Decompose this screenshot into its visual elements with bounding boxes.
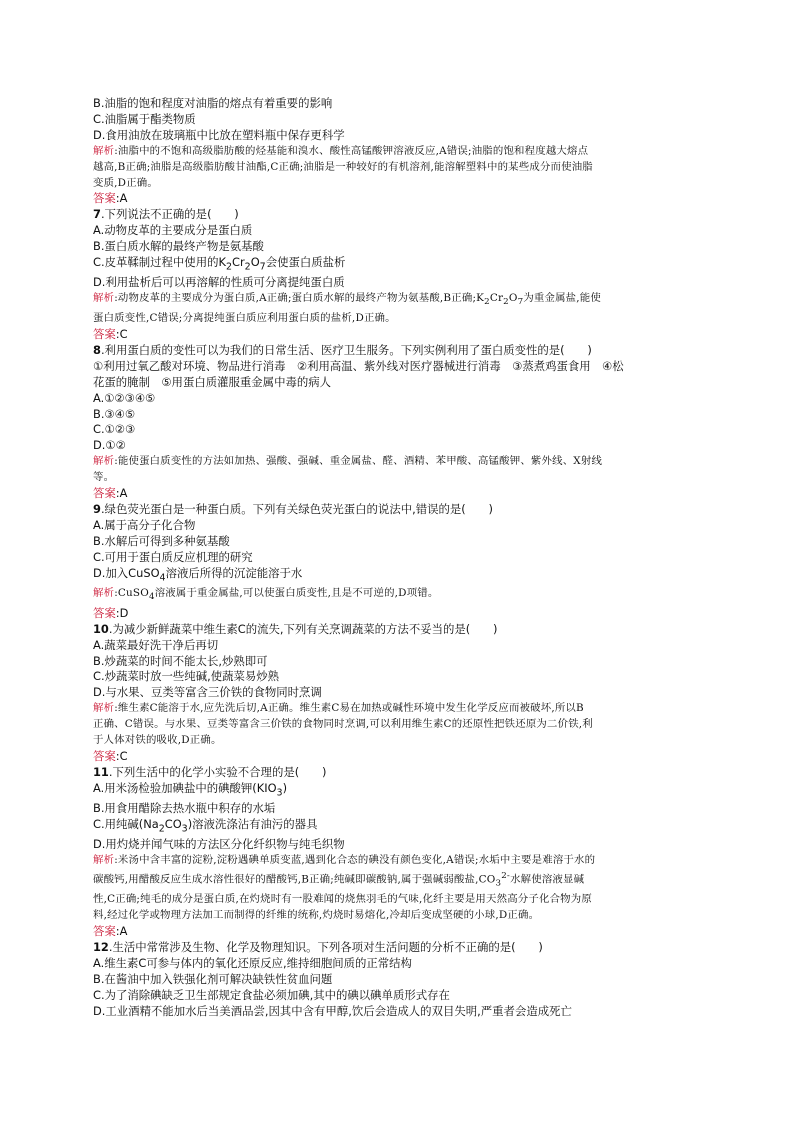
q10-option-b: B.炒蔬菜的时间不能太长,炒熟即可 [93, 653, 268, 668]
q11-analysis-line-2: 碳酸钙,用醋酸反应生成水溶性很好的醋酸钙,B正确;纯碱即碳酸钠,属于强碱弱酸盐$,CO_3^{2-}$水解使溶液显碱 [93, 870, 585, 889]
q11-stem: 11.下列生活中的化学小实验不合理的是( ) [93, 764, 327, 779]
answer-label: 答案 [93, 605, 116, 620]
q6-analysis-line-3: 变质,D正确。 [93, 176, 158, 189]
answer-label: 答案 [93, 191, 116, 206]
q10-stem: 10.为减少新鲜蔬菜中维生素C的流失,下列有关烹调蔬菜的方法不妥当的是( ) [93, 621, 498, 636]
q8-analysis-line-1: 解析:能使蛋白质变性的方法如加热、强酸、强碱、重金属盐、醛、酒精、苯甲酸、高锰酸钾、紫外线、X射线 [93, 455, 603, 468]
q10-option-c: C.炒蔬菜时放一些纯碱,使蔬菜易炒熟 [93, 669, 280, 684]
q11-option-a: A.用米汤检验加碘盐中的碘酸钾$(KIO_3)$ [93, 780, 288, 799]
question-number: 8 [93, 342, 101, 357]
question-number: 9 [93, 502, 101, 517]
analysis-label: 解析 [93, 144, 115, 157]
q9-analysis-line-1: 解析:CuSO$_4$溶液属于重金属盐,可以使蛋白质变性,且是不可逆的,D项错。 [93, 586, 439, 602]
q6-option-c: C.油脂属于酯类物质 [93, 111, 196, 126]
q12-option-d: D.工业酒精不能加水后当美酒品尝,因其中含有甲醇,饮后会造成人的双目失明,严重者会造成死亡 [93, 1003, 572, 1018]
q12-option-c: C.为了消除碘缺乏卫生部规定食盐必须加碘,其中的碘以碘单质形式存在 [93, 987, 450, 1002]
q7-option-c: C.皮革鞣制过程中使用的$K_2Cr_2O_7$会使蛋白质盐析 [93, 255, 346, 273]
q7-analysis-line-2: 蛋白质变性,C错误;分离提纯蛋白质应利用蛋白质的盐析,D正确。 [93, 312, 396, 325]
q9-option-d: D.加入CuSO$_4$溶液后所得的沉淀能溶于水 [93, 565, 303, 583]
q11-analysis-line-3: 性,C正确;纯毛的成分是蛋白质,在灼烧时有一股难闻的烧焦羽毛的气味,化纤主要是用天然高分子化合物为原 [93, 893, 592, 906]
q10-analysis-line-2: 正确、C错误。与水果、豆类等富含三价铁的食物同时烹调,可以利用维生素C的还原性把铁还原为二价铁,利 [93, 718, 593, 731]
q12-option-b: B.在酱油中加入铁强化剂可解决缺铁性贫血问题 [93, 971, 333, 986]
q8-items-line-1: ①利用过氧乙酸对环境、物品进行消毒 ②利用高温、紫外线对医疗器械进行消毒 ③蒸煮鸡蛋食用 ④松 [93, 358, 624, 373]
q8-option-a: A.①②③④⑤ [93, 390, 156, 405]
document-page [93, 96, 703, 1020]
q10-answer: 答案:C [93, 748, 128, 763]
q6-answer: 答案:A [93, 191, 128, 206]
q9-stem: 9.绿色荧光蛋白是一种蛋白质。下列有关绿色荧光蛋白的说法中,错误的是( ) [93, 502, 493, 517]
q7-answer: 答案:C [93, 327, 128, 342]
q12-stem: 12.生活中常常涉及生物、化学及物理知识。下列各项对生活问题的分析不正确的是( ) [93, 940, 543, 955]
q8-option-c: C.①②③ [93, 422, 136, 437]
q11-answer: 答案:A [93, 924, 128, 939]
question-number: 11 [93, 764, 109, 779]
q6-analysis-line-2: 越高,B正确;油脂是高级脂肪酸甘油酯,C正确;油脂是一种较好的有机溶剂,能溶解塑料中的某些成分而使油脂 [93, 160, 593, 173]
question-number: 7 [93, 207, 101, 222]
question-number: 10 [93, 621, 109, 636]
q8-option-b: B.③④⑤ [93, 406, 136, 421]
q11-option-b: B.用食用醋除去热水瓶中积存的水垢 [93, 800, 276, 815]
analysis-label: 解析 [93, 292, 115, 305]
question-number: 12 [93, 940, 109, 955]
q7-option-a: A.动物皮革的主要成分是蛋白质 [93, 223, 253, 238]
q6-option-b: B.油脂的饱和程度对油脂的熔点有着重要的影响 [93, 96, 333, 110]
q8-option-d: D.①② [93, 438, 126, 453]
q7-option-b: B.蛋白质水解的最终产物是氨基酸 [93, 239, 264, 254]
answer-label: 答案 [93, 486, 116, 501]
analysis-label: 解析 [93, 853, 115, 866]
q7-option-d: D.利用盐析后可以再溶解的性质可分离提纯蛋白质 [93, 275, 345, 290]
answer-label: 答案 [93, 924, 116, 939]
q10-option-d: D.与水果、豆类等富含三价铁的食物同时烹调 [93, 685, 322, 700]
answer-label: 答案 [93, 748, 116, 763]
q11-analysis-line-4: 料,经过化学或物理方法加工而制得的纤维的统称,灼烧时易熔化,冷却后变成坚硬的小球,D正确。 [93, 909, 540, 922]
q8-answer: 答案:A [93, 486, 128, 501]
q10-option-a: A.蔬菜最好洗干净后再切 [93, 637, 219, 652]
analysis-label: 解析 [93, 702, 115, 715]
q8-stem: 8.利用蛋白质的变性可以为我们的日常生活、医疗卫生服务。下列实例利用了蛋白质变性的是( ) [93, 342, 592, 357]
q6-option-d: D.食用油放在玻璃瓶中比放在塑料瓶中保存更科学 [93, 127, 345, 142]
answer-label: 答案 [93, 327, 116, 342]
analysis-label: 解析 [93, 455, 115, 468]
q9-option-c: C.可用于蛋白质反应机理的研究 [93, 549, 253, 564]
q7-analysis-line-1: 解析:动物皮革的主要成分为蛋白质,A正确;蛋白质水解的最终产物为氨基酸,B正确$;K_2Cr_2O_7$为重金属盐,能使 [93, 292, 601, 308]
q10-analysis-line-1: 解析:维生素C能溶于水,应先洗后切,A正确。维生素C易在加热或碱性环境中发生化学反应而被破坏,所以B [93, 702, 584, 715]
q11-analysis-line-1: 解析:米汤中含丰富的淀粉,淀粉遇碘单质变蓝,遇到化合态的碘没有颜色变化,A错误;水垢中主要是难溶于水的 [93, 853, 596, 866]
q8-items-line-2: 花蛋的腌制 ⑤用蛋白质灌服重金属中毒的病人 [93, 374, 332, 389]
q11-option-c: C.用纯碱$(Na_2CO_3)$溶液洗涤沾有油污的器具 [93, 816, 318, 835]
q10-analysis-line-3: 于人体对铁的吸收,D正确。 [93, 734, 222, 747]
q9-answer: 答案:D [93, 605, 129, 620]
q11-option-d: D.用灼烧并闻气味的方法区分化纤织物与纯毛织物 [93, 837, 345, 852]
q9-option-a: A.属于高分子化合物 [93, 517, 196, 532]
q7-stem: 7.下列说法不正确的是( ) [93, 207, 239, 222]
analysis-label: 解析 [93, 586, 115, 599]
q8-analysis-line-2: 等。 [93, 471, 115, 484]
q6-analysis-line-1: 解析:油脂中的不饱和高级脂肪酸的烃基能和溴水、酸性高锰酸钾溶液反应,A错误;油脂的饱和程度越大熔点 [93, 144, 589, 157]
q12-option-a: A.维生素C可参与体内的氧化还原反应,维持细胞间质的正常结构 [93, 955, 412, 970]
q9-option-b: B.水解后可得到多种氨基酸 [93, 533, 230, 548]
